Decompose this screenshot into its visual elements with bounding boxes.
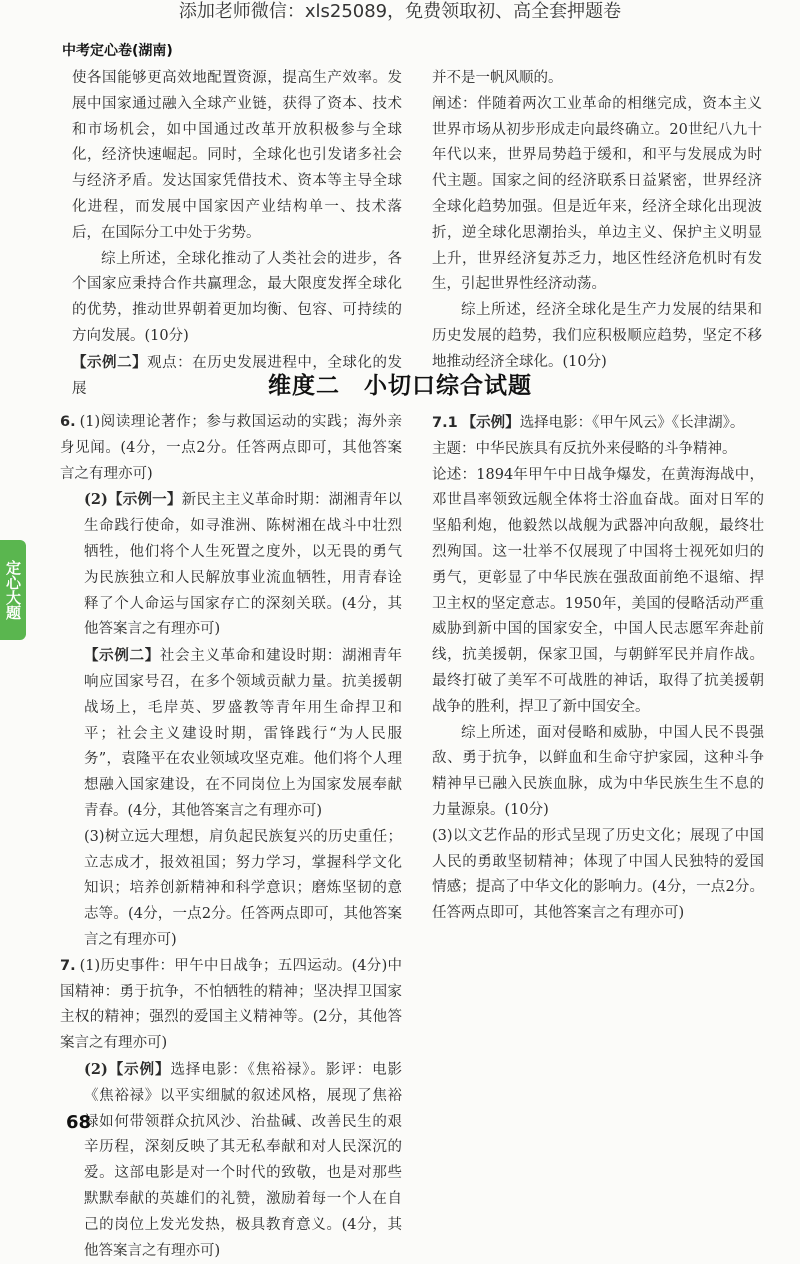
question-number: 7.1 [432,415,458,431]
paragraph: 综上所述，面对侵略和威胁，中国人民不畏强敌、勇于抗争，以鲜血和生命守护家园，这种斗争精神早已融入民族血脉，成为中华民族生生不息的力量源泉。(10分) [432,724,764,818]
question-6-answer-3: 【示例二】社会主义革命和建设时期：湖湘青年响应国家号召，在多个领域贡献力量。抗美援朝战场上，毛岸英、罗盛教等青年用生命捍卫和平；社会主义建设时期，雷锋践行“为人民服务”，袁隆平在农业领域攻坚克难。他们将个人理想融入国家建设，在不同岗位上为国家发展奉献青春。(4分，其他答案言之有理亦可) [84,647,402,819]
question-7-answer-1: 7. (1)历史事件：甲午中日战争；五四运动。(4分)中国精神：勇于抗争，不怕牺牲的精神；坚决捍卫国家主权的精神；强烈的爱国主义精神等。(2分，其他答案言之有理亦可) [60,957,402,1052]
paragraph: 使各国能够更高效地配置资源，提高生产效率。发展中国家通过融入全球产业链，获得了资本、技术和市场机会，如中国通过改革开放积极参与全球化，经济快速崛起。同时，全球化也引发诸多社会与经济矛盾。发达国家凭借技术、资本等主导全球化进程，而发展中国家因产业结构单一、技术落后，在国际分工中处于劣势。 [72,70,402,241]
example-marker: (2)【示例一】 [84,491,182,509]
side-tab-label: 定心大题 [0,540,26,640]
paragraph: 论述：1894年甲午中日战争爆发，在黄海海战中，邓世昌率领致远舰全体将士浴血奋战。面对日军的坚船利炮，他毅然以战舰为武器冲向敌舰，最终壮烈殉国。这一壮举不仅展现了中国将士视死如归的勇气，更彰显了中华民族在强敌面前绝不退缩、捍卫主权的坚定意志。1950年，美国的侵略活动严重威胁到新中国的国家安全，中国人民志愿军奔赴前线，抗美援朝，保家卫国，与朝鲜军民并肩作战。最终打破了美军不可战胜的神话，取得了抗美援朝战争的胜利，捍卫了新中国安全。 [432,466,764,715]
top-left-column [72,66,402,402]
example-marker: 【示例】 [461,414,520,431]
example-marker: 【示例二】 [84,647,160,665]
page-number: 68 [66,1112,92,1133]
watermark-banner: 添加老师微信：xls25089，免费领取初、高全套押题卷 [178,1,622,22]
section-title: 维度二 小切口综合试题 [268,373,532,399]
paragraph: (3)以文艺作品的形式呈现了历史文化；展现了中国人民的勇敢坚韧精神；体现了中国人民独特的爱国情感；提高了中华文化的影响力。(4分，一点2分。任答两点即可，其他答案言之有理亦可) [432,827,764,922]
example-marker: (2)【示例】 [84,1060,171,1078]
question-number: 7. [60,957,76,974]
bottom-left-column [60,410,402,1264]
bottom-right-column [432,410,764,927]
paragraph: 并不是一帆风顺的。 [432,70,563,86]
example-marker: 【示例二】 [72,353,148,371]
question-7-answer-2: (2)【示例】选择电影：《焦裕禄》。影评：电影《焦裕禄》以平实细腻的叙述风格，展现了焦裕禄如何带领群众抗风沙、治盐碱、改善民生的艰辛历程，深刻反映了其无私奉献和对人民深沉的爱。这部电影是对一个时代的致敬，也是对那些默默奉献的英雄们的礼赞，激励着每一个人在自己的岗位上发光发热，极具教育意义。(4分，其他答案言之有理亦可) [84,1060,402,1259]
question-number: 6. [60,414,76,430]
paragraph: 主题：中华民族具有反抗外来侵略的斗争精神。 [432,440,737,457]
paragraph-text: 观点：在历史发展进程中，全球化的发展 [72,354,403,397]
page-header-title: 中考定心卷(湖南) [62,43,173,59]
top-right-column [432,66,762,376]
paragraph: 综上所述，经济全球化是生产力发展的结果和历史发展的趋势，我们应积极顺应趋势，坚定不移地推动经济全球化。(10分) [432,302,762,370]
paragraph: 综上所述，全球化推动了人类社会的进步，各个国家应秉持合作共赢理念，最大限度发挥全球化的优势，推动世界朝着更加均衡、包容、可持续的方向发展。(10分) [72,250,402,344]
question-6-answer-1: 6. (1)阅读理论著作；参与救国运动的实践；海外亲身见闻。(4分，一点2分。任答两点即可，其他答案言之有理亦可) [60,414,402,482]
question-6-answer-4: (3)树立远大理想，肩负起民族复兴的历史重任；立志成才，报效祖国；努力学习，掌握科学文化知识；培养创新精神和科学意识；磨炼坚韧的意志等。(4分，一点2分。任答两点即可，其他答案言之有理亦可) [84,828,402,948]
question-6-answer-2: (2)【示例一】新民主主义革命时期：湖湘青年以生命践行使命，如寻淮洲、陈树湘在战斗中壮烈牺牲，他们将个人生死置之度外，以无畏的勇气为民族独立和人民解放事业流血牺牲，用青春诠释了个人命运与国家存亡的深刻关联。(4分，其他答案言之有理亦可) [84,491,403,638]
question-7-1-film: 7.1 【示例】选择电影：《甲午风云》《长津湖》。 [432,414,745,431]
paragraph: 阐述：伴随着两次工业革命的相继完成，资本主义世界市场从初步形成走向最终确立。20世纪八九十年代以来，世界局势趋于缓和，和平与发展成为时代主题。国家之间的经济联系日益紧密，世界经济全球化趋势加强。但是近年来，经济全球化出现波折，逆全球化思潮抬头，单边主义、保护主义明显上升，世界经济复苏乏力，地区性经济危机时有发生，引起世界性经济动荡。 [432,95,762,293]
